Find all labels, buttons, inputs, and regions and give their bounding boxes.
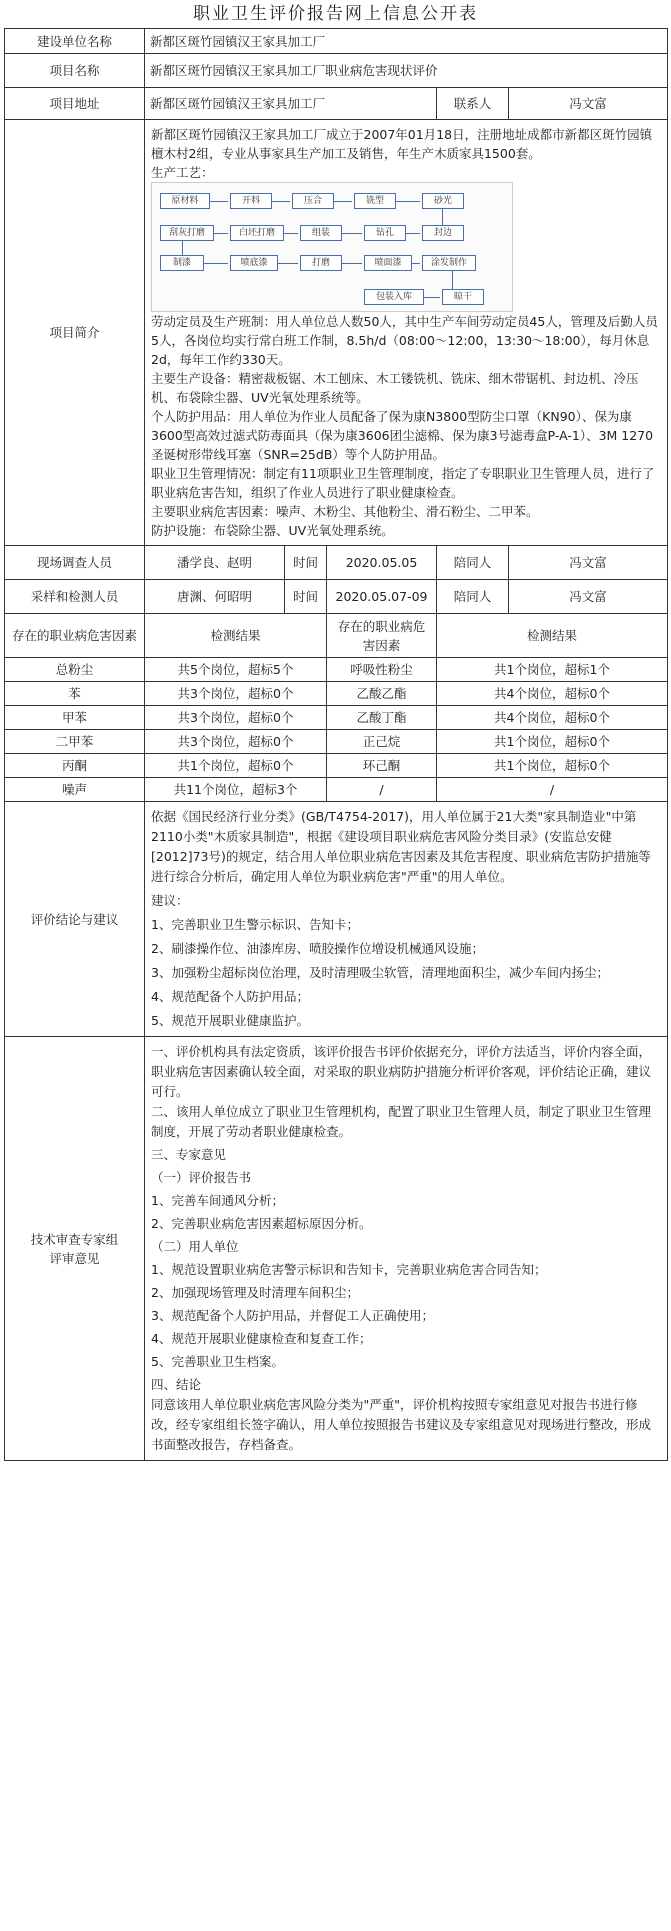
flow-arrow: [278, 263, 298, 264]
review-label-line-2: 评审意见: [49, 1250, 100, 1266]
review-item-1: 1、完善车间通风分析；: [151, 1193, 284, 1208]
hazard-row: [5, 754, 668, 778]
management-paragraph: 职业卫生管理情况：制定有11项职业卫生管理制度，指定了专职职业卫生管理人员，进行了职业病危害告知，组织了作业人员进行了职业健康检查。: [151, 466, 655, 500]
conclusion-paragraph: 依据《国民经济行业分类》(GB/T4754-2017)，用人单位属于21大类"家具制造业"中第2110小类"木质家具制造"，根据《建设项目职业病危害风险分类目录》(安监总安健[2012]73号)的规定，结合用人单位职业病危害因素及其危害程度、职业病危害防护措施等进行综合分析后，确定用人单位为职业病危害"严重"的用人单位。: [151, 809, 651, 884]
review-item-7: 5、完善职业卫生档案。: [151, 1354, 284, 1369]
survey-time: 2020.05.05: [327, 546, 437, 580]
conclusion-content: [145, 802, 668, 1037]
hazard-result: 共3个岗位，超标0个: [145, 682, 327, 706]
survey-escort-label: 陪同人: [437, 546, 509, 580]
review-item-4: 2、加强现场管理及时清理车间积尘；: [151, 1285, 359, 1300]
flow-arrow: [452, 271, 453, 289]
flow-arrow: [204, 263, 228, 264]
hazard-factor-2: 正己烷: [327, 730, 437, 754]
review-label: [5, 1037, 145, 1461]
flow-step: 开料: [230, 193, 272, 209]
hazard-header-result: 检测结果: [145, 614, 327, 658]
page-title: 职业卫生评价报告网上信息公开表: [193, 4, 478, 24]
flow-step: 包装入库: [364, 289, 424, 305]
hazard-row: [5, 706, 668, 730]
hazard-factor-2: /: [327, 778, 437, 802]
review-heading-3: 三、专家意见: [151, 1147, 227, 1162]
equipment-paragraph: 主要生产设备：精密裁板锯、木工刨床、木工镂铣机、铣床、细木带锯机、封边机、冷压机、布袋除尘器、UV光氧处理系统等。: [151, 371, 639, 405]
flow-step: 制漆: [160, 255, 204, 271]
address-label: 项目地址: [5, 88, 145, 120]
contact-value: 冯文富: [509, 88, 668, 120]
hazard-result-2: 共4个岗位，超标0个: [437, 682, 668, 706]
review-paragraph-1: 一、评价机构具有法定资质，该评价报告书评价依据充分，评价方法适当，评价内容全面，职业病危害因素确认较全面，对采取的职业病防护措施分析评价客观，评价结论正确，建议可行。: [151, 1044, 652, 1099]
hazard-result-2: 共1个岗位，超标0个: [437, 730, 668, 754]
hazard-factor: 甲苯: [5, 706, 145, 730]
review-sub-2: （二）用人单位: [151, 1239, 239, 1254]
review-item-5: 3、规范配备个人防护用品，并督促工人正确使用；: [151, 1308, 434, 1323]
review-label-line-1: 技术审查专家组: [30, 1231, 119, 1247]
flow-arrow: [424, 297, 440, 298]
hazard-header-result-2: 检测结果: [437, 614, 668, 658]
flow-step: 组装: [300, 225, 342, 241]
protection-paragraph: 防护设施：布袋除尘器、UV光氧处理系统。: [151, 523, 394, 538]
survey-value: 潘学良、赵明: [145, 546, 285, 580]
hazard-header-factor-2: 存在的职业病危害因素: [327, 614, 437, 658]
sample-escort: 冯文富: [509, 580, 668, 614]
conclusion-table: [4, 801, 668, 1461]
hazard-row: [5, 658, 668, 682]
flow-step: 打磨: [300, 255, 342, 271]
intro-content: [145, 120, 668, 546]
sample-time: 2020.05.07-09: [327, 580, 437, 614]
suggestion-4: 4、规范配备个人防护用品；: [151, 989, 309, 1004]
hazard-factor-2: 乙酸丁酯: [327, 706, 437, 730]
flow-arrow: [396, 201, 420, 202]
staffing-paragraph: 劳动定员及生产班制：用人单位总人数50人，其中生产车间劳动定员45人，管理及后勤人员5人，各岗位均实行常白班工作制，8.5h/d（08:00～12:00，13:30～18:00），每月休息2d，每年工作约330天。: [151, 314, 658, 367]
hazard-row: [5, 730, 668, 754]
hazard-factor: 苯: [5, 682, 145, 706]
unit-value: 新都区斑竹园镇汉王家具加工厂: [145, 29, 668, 54]
flow-step: 砂光: [422, 193, 464, 209]
survey-label: 现场调查人员: [5, 546, 145, 580]
ppe-paragraph: 个人防护用品：用人单位为作业人员配备了保为康N3800型防尘口罩（KN90）、保为康3600型高效过滤式防毒面具（保为康3606团尘滤棉、保为康3号滤毒盒P-A-1）、3M 1270圣诞树形带线耳塞（SNR=25dB）等个人防护用品。: [151, 409, 654, 462]
hazard-result: 共11个岗位，超标3个: [145, 778, 327, 802]
flow-arrow: [182, 241, 183, 255]
flow-arrow: [442, 209, 443, 225]
hazard-factor: 丙酮: [5, 754, 145, 778]
flow-step: 钻孔: [364, 225, 406, 241]
hazard-result-2: 共1个岗位，超标1个: [437, 658, 668, 682]
review-conclusion: 同意该用人单位职业病危害风险分类为"严重"，评价机构按照专家组意见对报告书进行修改，经专家组组长签字确认，用人单位按照报告书建议及专家组意见对现场进行整改，形成书面整改报告，存档备查。: [151, 1397, 652, 1452]
project-value: 新都区斑竹园镇汉王家具加工厂职业病危害现状评价: [145, 54, 668, 88]
flow-arrow: [412, 263, 420, 264]
flow-arrow: [334, 201, 352, 202]
flow-step: 白坯打磨: [230, 225, 284, 241]
suggestion-5: 5、规范开展职业健康监护。: [151, 1013, 309, 1028]
hazard-result-2: 共4个岗位，超标0个: [437, 706, 668, 730]
flow-step: 晾干: [442, 289, 484, 305]
contact-label: 联系人: [437, 88, 509, 120]
suggestion-1: 1、完善职业卫生警示标识、告知卡；: [151, 917, 359, 932]
hazard-factor: 二甲苯: [5, 730, 145, 754]
sample-label: 采样和检测人员: [5, 580, 145, 614]
flow-step: 封边: [422, 225, 464, 241]
flow-arrow: [214, 233, 228, 234]
intro-label: 项目简介: [5, 120, 145, 546]
process-heading: 生产工艺：: [151, 165, 214, 180]
hazard-header-factor: 存在的职业病危害因素: [5, 614, 145, 658]
flow-arrow: [342, 263, 362, 264]
hazard-row: [5, 778, 668, 802]
review-heading-4: 四、结论: [151, 1377, 202, 1392]
process-flowchart: [151, 182, 513, 312]
sample-escort-label: 陪同人: [437, 580, 509, 614]
review-item-2: 2、完善职业病危害因素超标原因分析。: [151, 1216, 372, 1231]
unit-label: 建设单位名称: [5, 29, 145, 54]
hazard-result-2: /: [437, 778, 668, 802]
hazard-factor: 噪声: [5, 778, 145, 802]
review-item-3: 1、规范设置职业病危害警示标识和告知卡，完善职业病危害合同告知；: [151, 1262, 547, 1277]
flow-arrow: [272, 201, 290, 202]
flow-arrow: [284, 233, 298, 234]
hazards-paragraph: 主要职业病危害因素：噪声、木粉尘、其他粉尘、滑石粉尘、二甲苯。: [151, 504, 539, 519]
hazard-result-2: 共1个岗位，超标0个: [437, 754, 668, 778]
intro-paragraph: 新都区斑竹园镇汉王家具加工厂成立于2007年01月18日，注册地址成都市新都区斑竹园镇檀木村2组，专业从事家具生产加工及销售，年生产木质家具1500套。: [151, 127, 653, 161]
sample-time-label: 时间: [285, 580, 327, 614]
review-content: [145, 1037, 668, 1461]
review-paragraph-2: 二、该用人单位成立了职业卫生管理机构，配置了职业卫生管理人员，制定了职业卫生管理制度，开展了劳动者职业健康检查。: [151, 1104, 652, 1139]
hazard-factor: 总粉尘: [5, 658, 145, 682]
flow-step: 涂发制作: [422, 255, 476, 271]
flow-arrow: [210, 201, 228, 202]
hazard-result: 共3个岗位，超标0个: [145, 706, 327, 730]
address-value: 新都区斑竹园镇汉王家具加工厂: [145, 88, 437, 120]
survey-time-label: 时间: [285, 546, 327, 580]
suggestion-2: 2、刷漆操作位、油漆库房、喷胶操作位增设机械通风设施；: [151, 941, 484, 956]
flow-step: 铣型: [354, 193, 396, 209]
flow-step: 原材料: [160, 193, 210, 209]
hazard-result: 共3个岗位，超标0个: [145, 730, 327, 754]
project-label: 项目名称: [5, 54, 145, 88]
flow-step: 刮灰打磨: [160, 225, 214, 241]
flow-step: 喷面漆: [364, 255, 412, 271]
hazard-result: 共5个岗位，超标5个: [145, 658, 327, 682]
review-item-6: 4、规范开展职业健康检查和复查工作；: [151, 1331, 372, 1346]
hazard-factor-2: 乙酸乙酯: [327, 682, 437, 706]
hazard-factor-2: 环己酮: [327, 754, 437, 778]
flow-arrow: [342, 233, 362, 234]
conclusion-label: 评价结论与建议: [5, 802, 145, 1037]
sample-value: 唐渊、何昭明: [145, 580, 285, 614]
flow-step: 压合: [292, 193, 334, 209]
info-table: [4, 28, 668, 614]
hazard-table: [4, 613, 668, 802]
flow-step: 喷底漆: [230, 255, 278, 271]
review-sub-1: （一）评价报告书: [151, 1170, 252, 1185]
suggestion-3: 3、加强粉尘超标岗位治理，及时清理吸尘软管，清理地面积尘，减少车间内扬尘；: [151, 965, 609, 980]
suggestion-heading: 建议：: [151, 893, 189, 908]
hazard-result: 共1个岗位，超标0个: [145, 754, 327, 778]
hazard-row: [5, 682, 668, 706]
flow-arrow: [406, 233, 420, 234]
survey-escort: 冯文富: [509, 546, 668, 580]
hazard-factor-2: 呼吸性粉尘: [327, 658, 437, 682]
